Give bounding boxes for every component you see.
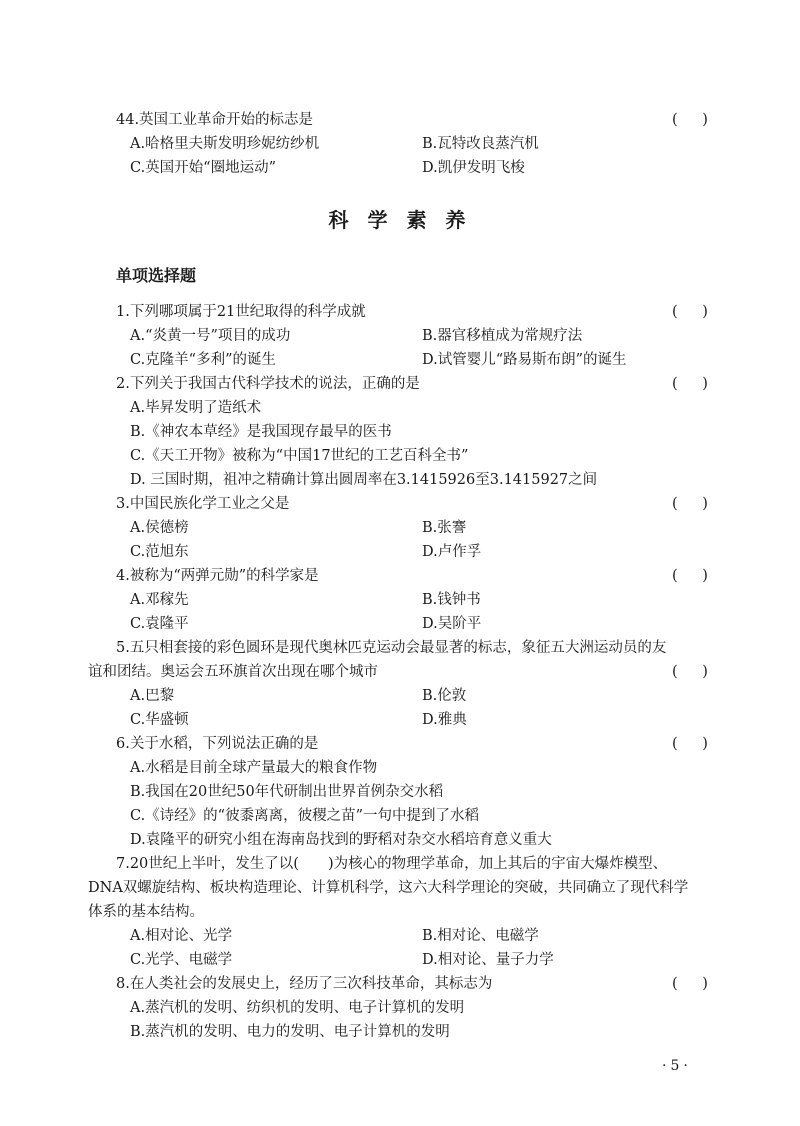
q7-option-a: A.相对论、光学 [130,928,233,944]
q44-stem: 44.英国工业革命开始的标志是 [116,112,314,128]
q1-option-c: C.克隆羊“多利”的诞生 [130,352,277,368]
q5-stem-line1: 5.五只相套接的彩色圆环是现代奥林匹克运动会最显著的标志，象征五大洲运动员的友 [116,640,667,656]
q44-option-a: A.哈格里夫斯发明珍妮纺纱机 [130,136,320,152]
q1-option-a: A.“炎黄一号”项目的成功 [130,328,291,344]
q6-option-d: D.袁隆平的研究小组在海南岛找到的野稻对杂交水稻培育意义重大 [130,832,552,848]
q5-option-c: C.华盛顿 [130,712,189,728]
q6-option-c: C.《诗经》的“彼黍离离，彼稷之苗”一句中提到了水稻 [130,808,480,824]
q3-option-c: C.范旭东 [130,544,189,560]
q2-option-a: A.毕昇发明了造纸术 [130,400,262,416]
q6-option-a: A.水稻是目前全球产量最大的粮食作物 [130,760,378,776]
q1-answer-paren: ( ) [672,304,718,320]
q8-option-a: A.蒸汽机的发明、纺织机的发明、电子计算机的发明 [130,1000,465,1016]
q4-stem: 4.被称为“两弹元勋”的科学家是 [116,568,319,584]
q5-stem-line2: 谊和团结。奥运会五环旗首次出现在哪个城市 [88,664,378,680]
subsection-title: 单项选择题 [116,266,197,285]
q4-option-c: C.袁隆平 [130,616,189,632]
page-number: ·5· [662,1058,692,1074]
q2-stem: 2.下列关于我国古代科学技术的说法，正确的是 [116,376,420,392]
q5-answer-paren: ( ) [672,664,718,680]
q7-stem-line2: DNA双螺旋结构、板块构造理论、计算机科学，这六大科学理论的突破，共同确立了现代科学 [88,880,689,896]
q44-option-c: C.英国开始“圈地运动” [130,160,277,176]
q5-option-d: D.雅典 [422,712,467,728]
q44-answer-paren: ( ) [672,112,718,128]
q3-option-a: A.侯德榜 [130,520,189,536]
q3-answer-paren: ( ) [672,496,718,512]
q7-stem-line3: 体系的基本结构。 [88,904,204,920]
q6-option-b: B.我国在20世纪50年代研制出世界首例杂交水稻 [130,784,444,800]
q1-option-b: B.器官移植成为常规疗法 [422,328,583,344]
q4-answer-paren: ( ) [672,568,718,584]
q3-stem: 3.中国民族化学工业之父是 [116,496,290,512]
q7-option-c: C.光学、电磁学 [130,952,233,968]
q3-option-b: B.张謇 [422,520,467,536]
q5-option-b: B.伦敦 [422,688,467,704]
q44-option-d: D.凯伊发明飞梭 [422,160,525,176]
q4-option-a: A.邓稼先 [130,592,189,608]
q7-option-b: B.相对论、电磁学 [422,928,539,944]
q8-answer-paren: ( ) [672,976,718,992]
q8-stem: 8.在人类社会的发展史上，经历了三次科技革命，其标志为 [116,976,493,992]
q4-option-d: D.吴阶平 [422,616,482,632]
q4-option-b: B.钱钟书 [422,592,481,608]
q1-option-d: D.试管婴儿“路易斯布朗”的诞生 [422,352,627,368]
section-title: 科 学 素 养 [328,208,472,232]
q1-stem: 1.下列哪项属于21世纪取得的科学成就 [116,304,366,320]
q7-stem-line1: 7.20世纪上半叶，发生了以( )为核心的物理学革命，加上其后的宇宙大爆炸模型、 [116,856,668,872]
q6-answer-paren: ( ) [672,736,718,752]
q2-option-d: D. 三国时期，祖冲之精确计算出圆周率在3.1415926至3.1415927之间 [130,472,598,488]
q8-option-b: B.蒸汽机的发明、电力的发明、电子计算机的发明 [130,1024,450,1040]
q6-stem: 6.关于水稻，下列说法正确的是 [116,736,319,752]
q3-option-d: D.卢作孚 [422,544,482,560]
q5-option-a: A.巴黎 [130,688,175,704]
q2-answer-paren: ( ) [672,376,718,392]
q7-option-d: D.相对论、量子力学 [422,952,554,968]
q2-option-b: B.《神农本草经》是我国现存最早的医书 [130,424,392,440]
q2-option-c: C.《天工开物》被称为“中国17世纪的工艺百科全书” [130,448,469,464]
q44-option-b: B.瓦特改良蒸汽机 [422,136,539,152]
